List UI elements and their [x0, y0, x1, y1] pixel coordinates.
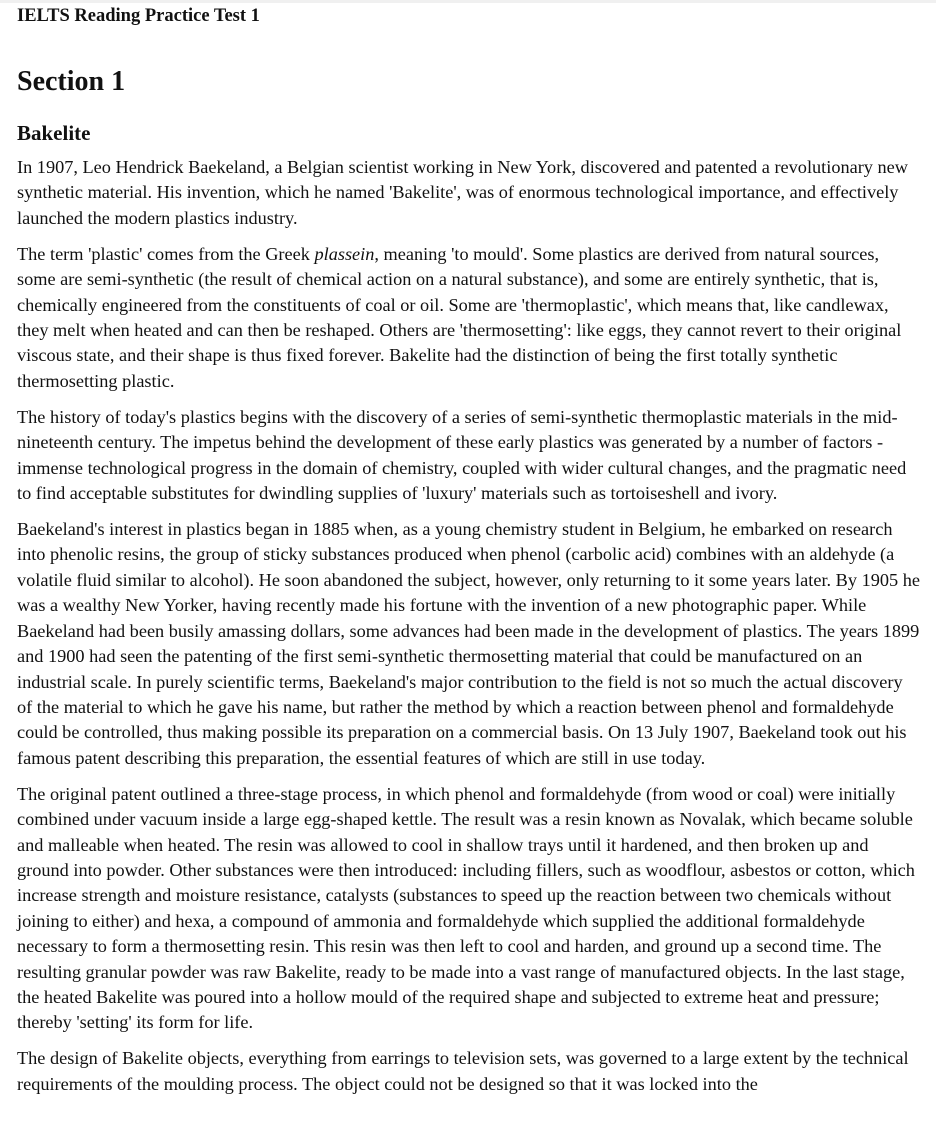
paragraph: [17, 242, 922, 394]
paragraph-text: The term 'plastic' comes from the Greek: [17, 243, 315, 264]
paragraph-text: The history of today's plastics begins with the discovery of a series of semi-synthetic thermoplastic materials in the mid-nineteenth century. The impetus behind the development of these early plastics was generated by a number of factors - immense technological progress in the domain of chemistry, coupled with wider cultural changes, and the pragmatic need to find acceptable substitutes for dwindling supplies of 'luxury' materials such as tortoiseshell and ivory.: [17, 406, 907, 504]
paragraph-text: Baekeland's interest in plastics began in 1885 when, as a young chemistry student in Belgium, he embarked on research into phenolic resins, the group of sticky substances produced when phenol (carbolic acid) combines with an aldehyde (a volatile fluid similar to alcohol). He soon abandoned the subject, however, only returning to it some years later. By 1905 he was a wealthy New Yorker, having recently made his fortune with the invention of a new photographic paper. While Baekeland had been busily amassing dollars, some advances had been made in the development of plastics. The years 1899 and 1900 had seen the patenting of the first semi-synthetic thermosetting material that could be manufactured on an industrial scale. In purely scientific terms, Baekeland's major contribution to the field is not so much the actual discovery of the material to which he gave his name, but rather the method by which a reaction between phenol and formaldehyde could be controlled, thus making possible its preparation on a commercial basis. On 13 July 1907, Baekeland took out his famous patent describing this preparation, the essential features of which are still in use today.: [17, 519, 920, 768]
paragraph-text: The original patent outlined a three-stage process, in which phenol and formaldehyde (from wood or coal) were initially combined under vacuum inside a large egg-shaped kettle. The result was a resin known as Novalak, which became soluble and malleable when heated. The resin was allowed to cool in shallow trays until it hardened, and then broken up and ground into powder. Other substances were then introduced: including fillers, such as woodflour, asbestos or cotton, which increase strength and moisture resistance, catalysts (substances to speed up the reaction between two chemicals without joining to either) and hexa, a compound of ammonia and formaldehyde which supplied the additional formaldehyde necessary to form a thermosetting resin. This resin was then left to cool and harden, and ground up a second time. The resulting granular powder was raw Bakelite, ready to be made into a vast range of manufactured objects. In the last stage, the heated Bakelite was poured into a hollow mould of the required shape and subjected to extreme heat and pressure; thereby 'setting' its form for life.: [17, 783, 915, 1033]
article-body: [17, 155, 922, 1108]
paragraph-text: , meaning 'to mould'. Some plastics are derived from natural sources, some are semi-synthetic (the result of chemical action on a natural substance), and some are entirely synthetic, that is, chemically engineered from the constituents of coal or oil. Some are 'thermoplastic', which means that, like candlewax, they melt when heated and can then be reshaped. Others are 'thermosetting': like eggs, they cannot revert to their original viscous state, and their shape is thus fixed forever. Bakelite had the distinction of being the first totally synthetic thermosetting plastic.: [17, 243, 902, 391]
section-title: Section 1: [17, 66, 126, 97]
article-title: Bakelite: [17, 121, 91, 145]
paragraph: [17, 405, 922, 507]
top-border: [0, 0, 936, 3]
paragraph: [17, 517, 922, 771]
paragraph: [17, 782, 922, 1036]
document-title: IELTS Reading Practice Test 1: [17, 6, 260, 26]
paragraph-text: In 1907, Leo Hendrick Baekeland, a Belgian scientist working in New York, discovered and patented a revolutionary new synthetic material. His invention, which he named 'Bakelite', was of enormous technological importance, and effectively launched the modern plastics industry.: [17, 157, 908, 228]
italic-term: plassein: [314, 243, 375, 264]
paragraph: [17, 1046, 922, 1097]
paragraph-text: The design of Bakelite objects, everything from earrings to television sets, was governed to a large extent by the technical requirements of the moulding process. The object could not be designed so that it was locked into the: [17, 1048, 909, 1094]
paragraph: [17, 155, 922, 231]
